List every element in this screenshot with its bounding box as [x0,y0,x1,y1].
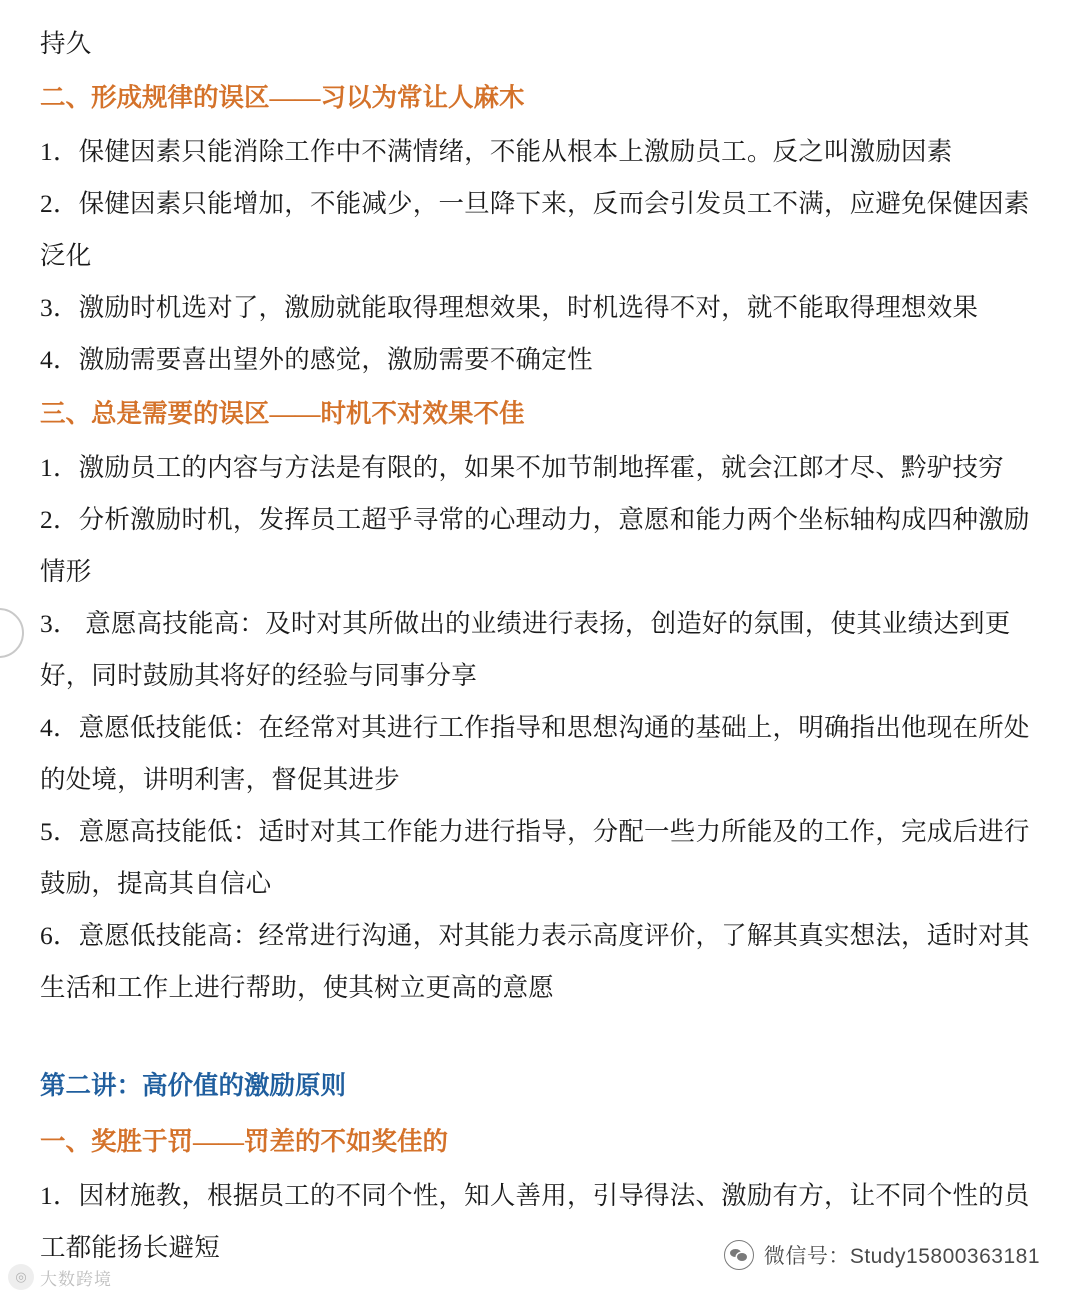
watermark-wechat [724,1240,1040,1270]
body-line: 3．激励时机选对了，激励就能取得理想效果，时机选得不对，就不能取得理想效果 [40,293,979,322]
body-line: 2．分析激励时机，发挥员工超乎寻常的心理动力，意愿和能力两个坐标轴构成四种激励 [40,505,1030,534]
body-line: 3． 意愿高技能高：及时对其所做出的业绩进行表扬，创造好的氛围，使其业绩达到更 [40,609,1011,638]
body-line: 生活和工作上进行帮助，使其树立更高的意愿 [40,973,555,1002]
section-heading: 二、形成规律的误区——习以为常让人麻木 [40,83,525,112]
body-line: 情形 [40,557,92,586]
body-line: 2．保健因素只能增加，不能减少，一旦降下来，反而会引发员工不满，应避免保健因素 [40,189,1030,218]
body-line: 的处境，讲明利害，督促其进步 [40,765,400,794]
body-line: 6．意愿低技能高：经常进行沟通，对其能力表示高度评价，了解其真实想法，适时对其 [40,921,1030,950]
wechat-account-label: 微信号：Study15800363181 [763,1245,1040,1268]
watermark-left [8,1264,112,1290]
page-edge-artifact [0,608,24,658]
section-heading: 三、总是需要的误区——时机不对效果不佳 [40,399,525,428]
watermark-left-label: 大数跨境 [40,1269,112,1289]
section-heading: 一、奖胜于罚——罚差的不如奖佳的 [40,1127,449,1156]
body-line: 5．意愿高技能低：适时对其工作能力进行指导，分配一些力所能及的工作，完成后进行 [40,817,1030,846]
body-line: 4．意愿低技能低：在经常对其进行工作指导和思想沟通的基础上，明确指出他现在所处 [40,713,1030,742]
chapter-heading: 第二讲：高价值的激励原则 [40,1071,347,1100]
body-line: 鼓励，提高其自信心 [40,869,272,898]
body-line: 1．因材施教，根据员工的不同个性，知人善用，引导得法、激励有方，让不同个性的员 [40,1181,1030,1210]
paragraph-spacer [40,1014,1040,1058]
body-line: 持久 [40,29,92,58]
body-line: 1．激励员工的内容与方法是有限的，如果不加节制地挥霍，就会江郎才尽、黔驴技穷 [40,453,1004,482]
body-line: 工都能扬长避短 [40,1233,220,1262]
camera-icon: ◎ [8,1264,34,1290]
body-line: 1．保健因素只能消除工作中不满情绪，不能从根本上激励员工。反之叫激励因素 [40,137,953,166]
wechat-icon [724,1240,754,1270]
body-line: 好，同时鼓励其将好的经验与同事分享 [40,661,477,690]
body-line: 4．激励需要喜出望外的感觉，激励需要不确定性 [40,345,593,374]
body-line: 泛化 [40,241,92,270]
document-body [40,18,1040,1274]
